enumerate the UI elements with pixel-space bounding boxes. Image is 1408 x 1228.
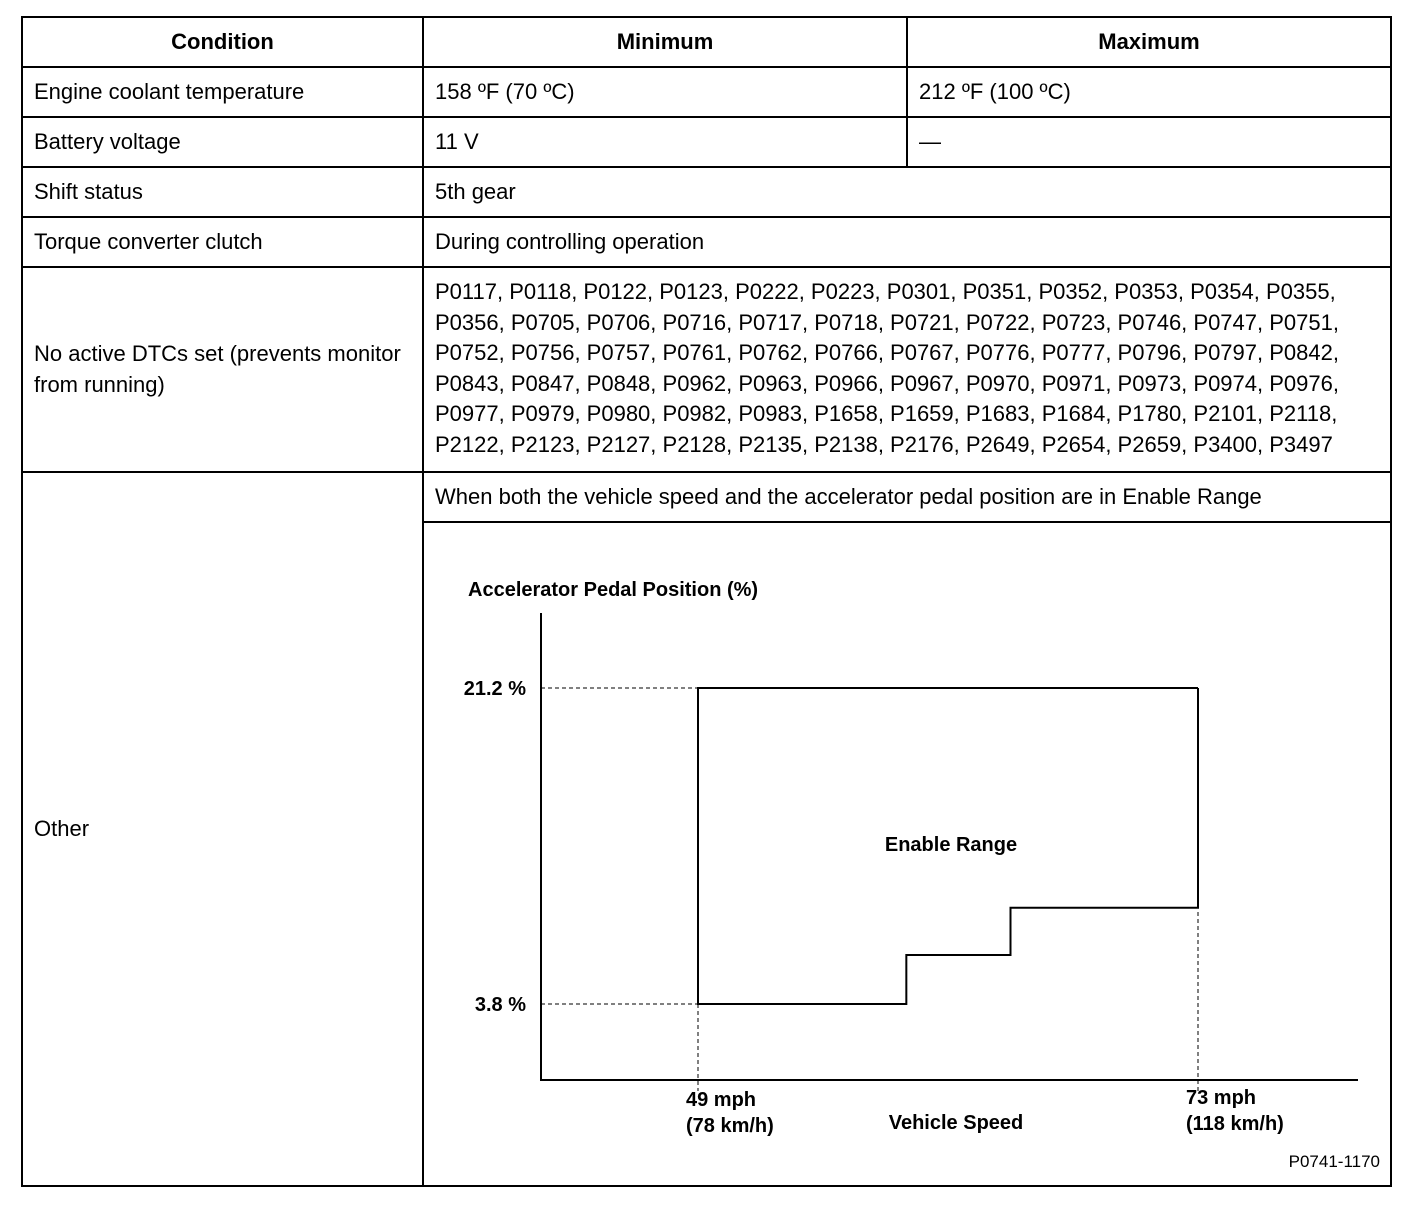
minimum-cell: 158 ºF (70 ºC) bbox=[423, 67, 907, 117]
x-tick-left-mph: 49 mph bbox=[686, 1089, 757, 1111]
table-row bbox=[22, 67, 1391, 117]
header-minimum: Minimum bbox=[423, 17, 907, 67]
chart-cell bbox=[423, 522, 1391, 1186]
dtc-list-cell: P0117, P0118, P0122, P0123, P0222, P0223, P0301, P0351, P0352, P0353, P0354, P0355, P0356, P0705, P0706, P0716, P0717, P0718, P0721, P0722, P0723, P0746, P0747, P0751, P0752, P0756, P0757, P0761, P0762, P0766, P0767, P0776, P0777, P0796, P0797, P0842, P0843, P0847, P0848, P0962, P0963, P0966, P0967, P0970, P0971, P0973, P0974, P0976, P0977, P0979, P0980, P0982, P0983, P1658, P1659, P1683, P1684, P1780, P2101, P2118, P2122, P2123, P2127, P2128, P2135, P2138, P2176, P2649, P2654, P2659, P3400, P3497 bbox=[423, 267, 1391, 472]
condition-cell: Battery voltage bbox=[22, 117, 423, 167]
header-maximum: Maximum bbox=[907, 17, 1391, 67]
y-tick-top: 21.2 % bbox=[463, 678, 526, 700]
header-row bbox=[22, 17, 1391, 67]
enable-range-chart bbox=[424, 523, 1390, 1185]
x-tick-left-kmh: (78 km/h) bbox=[686, 1115, 774, 1137]
x-axis-label: Vehicle Speed bbox=[888, 1112, 1024, 1134]
value-cell: 5th gear bbox=[423, 167, 1391, 217]
x-tick-right-kmh: (118 km/h) bbox=[1186, 1113, 1284, 1135]
condition-cell: Engine coolant temperature bbox=[22, 67, 423, 117]
maximum-cell: — bbox=[907, 117, 1391, 167]
value-cell: During controlling operation bbox=[423, 217, 1391, 267]
x-tick-right-mph: 73 mph bbox=[1186, 1087, 1257, 1109]
maximum-cell: 212 ºF (100 ºC) bbox=[907, 67, 1391, 117]
figure-reference: P0741-1170 bbox=[1288, 1152, 1380, 1171]
table-row bbox=[22, 472, 1391, 522]
header-condition: Condition bbox=[22, 17, 423, 67]
condition-cell: Shift status bbox=[22, 167, 423, 217]
table-row bbox=[22, 117, 1391, 167]
table-row bbox=[22, 217, 1391, 267]
table-row bbox=[22, 167, 1391, 217]
condition-cell: No active DTCs set (prevents monitor from running) bbox=[22, 267, 423, 472]
condition-cell: Torque converter clutch bbox=[22, 217, 423, 267]
conditions-table bbox=[21, 16, 1392, 1187]
value-cell: When both the vehicle speed and the accelerator pedal position are in Enable Range bbox=[423, 472, 1391, 522]
condition-cell: Other bbox=[22, 472, 423, 1186]
y-tick-bottom: 3.8 % bbox=[474, 994, 526, 1016]
table-row bbox=[22, 267, 1391, 472]
minimum-cell: 11 V bbox=[423, 117, 907, 167]
enable-range-label: Enable Range bbox=[884, 834, 1018, 856]
y-axis-label: Accelerator Pedal Position (%) bbox=[468, 579, 759, 601]
